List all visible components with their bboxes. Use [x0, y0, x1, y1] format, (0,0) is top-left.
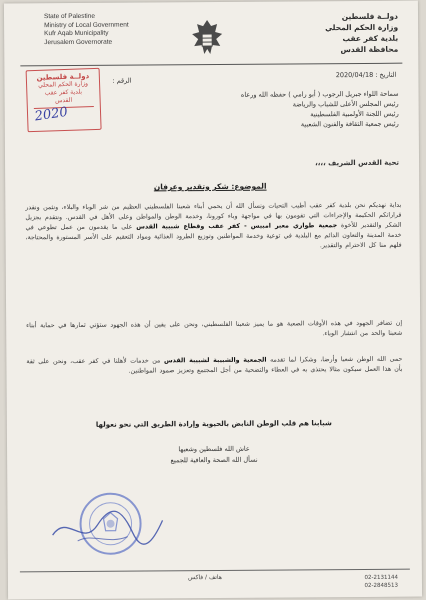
header-en-line: Ministry of Local Government — [44, 21, 129, 29]
sign-block — [127, 443, 301, 466]
stamp-line: دولــة فلسطين — [36, 72, 90, 82]
body-text: بداية نهديكم نحن بلدية كفر عقب أطيب التحيات ونسأل الله أن يحمي أبناء شعبنا الفلسطيني العظيم من شر الوباء والبلاء، ونثمن ونقدر قراراتكم الحكيمة والإجراءات التي تقومون بها في مواجهة وباء كورونا، وخدمة الوطن والمواطن وعلى الأهل في القدس. ونتقدم بجزيل الشكر والتقدير للأخوة — [25, 201, 402, 230]
footer-label: هاتف / فاكس — [187, 573, 222, 582]
body-highlight: الجمعية والشبيبة لشبيبة القدس — [163, 356, 267, 365]
header-divider — [20, 63, 402, 67]
recipient-block — [179, 89, 399, 131]
eagle-emblem-icon — [184, 16, 230, 62]
stamp-line: وزارة الحكم المحلي — [38, 80, 89, 89]
greeting: تحية القدس الشريف ،،،، — [315, 158, 400, 168]
stamp-line: القدس — [54, 96, 73, 105]
body-text: من خدمات لأهلنا في كفر عقب، ونحن على ثقة بأن هذا العمل سيكون مثالا يحتذى به في العطاء والتضحية من أجل المجتمع وتعزيز صمود المواطنين. — [26, 357, 403, 375]
header-en — [44, 12, 164, 47]
date-label: التاريخ : — [375, 70, 397, 79]
header-ar-line: بلدية كفر عقب — [342, 33, 399, 44]
sign-line-2: نسأل الله الصحة والعافية للجميع — [170, 455, 258, 465]
recipient-line: رئيس اللجنة الأولمبية الفلسطينية — [310, 109, 399, 119]
phone-number: 02-2131144 — [364, 574, 398, 581]
header-ar-line: وزارة الحكم المحلي — [325, 22, 399, 33]
signature-icon — [47, 502, 167, 553]
header-en-line: State of Palestine — [43, 12, 95, 21]
body-paragraph-2: إن تضافر الجهود في هذه الأوقات الصعبة هو ما يميز شعبنا الفلسطيني، ونحن على يقين أن هذه الجهود ستؤتي ثمارها في حماية أبناء شعبنا والحد من انتشار الوباء. — [26, 319, 403, 338]
date-value: 2020/04/18 — [335, 70, 374, 80]
body-paragraph-1 — [25, 201, 401, 254]
footer-divider — [20, 569, 410, 573]
recipient-line: سماحة اللواء جبريل الرجوب ( أبو رامي ) حفظه الله ورعاه — [240, 89, 399, 99]
stamp-line: بلدية كفر عقب — [44, 88, 83, 97]
header-en-line: Kufr Aqab Municipality — [44, 29, 109, 38]
body-paragraph-3 — [26, 355, 402, 378]
footer-numbers — [364, 574, 398, 590]
body-highlight: جمعية طواري معبر امبيس - كفر عقب وقطاع شبيبة القدس — [136, 222, 338, 231]
ref-label: الرقم : — [112, 76, 132, 85]
closing-line: شبابنا هم قلب الوطن النابض بالحيوية وإرادة الطريق التي نحو نعولها — [95, 419, 332, 429]
recipient-line: رئيس المجلس الأعلى للشباب والرياضة — [292, 99, 399, 109]
header-ar-line: محافظة القدس — [340, 44, 399, 55]
document-page — [4, 1, 422, 600]
header-ar — [278, 11, 398, 56]
sign-line-1: عاش الله فلسطين وشعبها — [178, 444, 250, 454]
body-text: على ما يقدمون من عمل تطوعي في خدمة المدينة والتعاون الدائم مع البلدية في توعية وخدمة المواطنين وتوزيع الطرود الغذائية ومواد التعقيم على الأسر المستورة والمحتاجة، فلهم منا كل الاحترام والتقدير. — [25, 223, 402, 250]
header-ar-line: دولــة فلسطين — [341, 11, 399, 22]
body-text: حمى الله الوطن شعبا وأرضا، وشكرا لما تقدمه — [270, 355, 403, 364]
handwritten-number: 2020 — [33, 104, 69, 125]
date-line — [336, 71, 397, 79]
header-en-line: Jerusalem Governorate — [44, 38, 113, 46]
subject-line: الموضوع: شكر وتقدير وعرفان — [153, 181, 267, 192]
recipient-line: رئيس جمعية الثقافة والفنون الشعبية — [300, 119, 399, 129]
fax-number: 02-2848513 — [364, 582, 399, 589]
